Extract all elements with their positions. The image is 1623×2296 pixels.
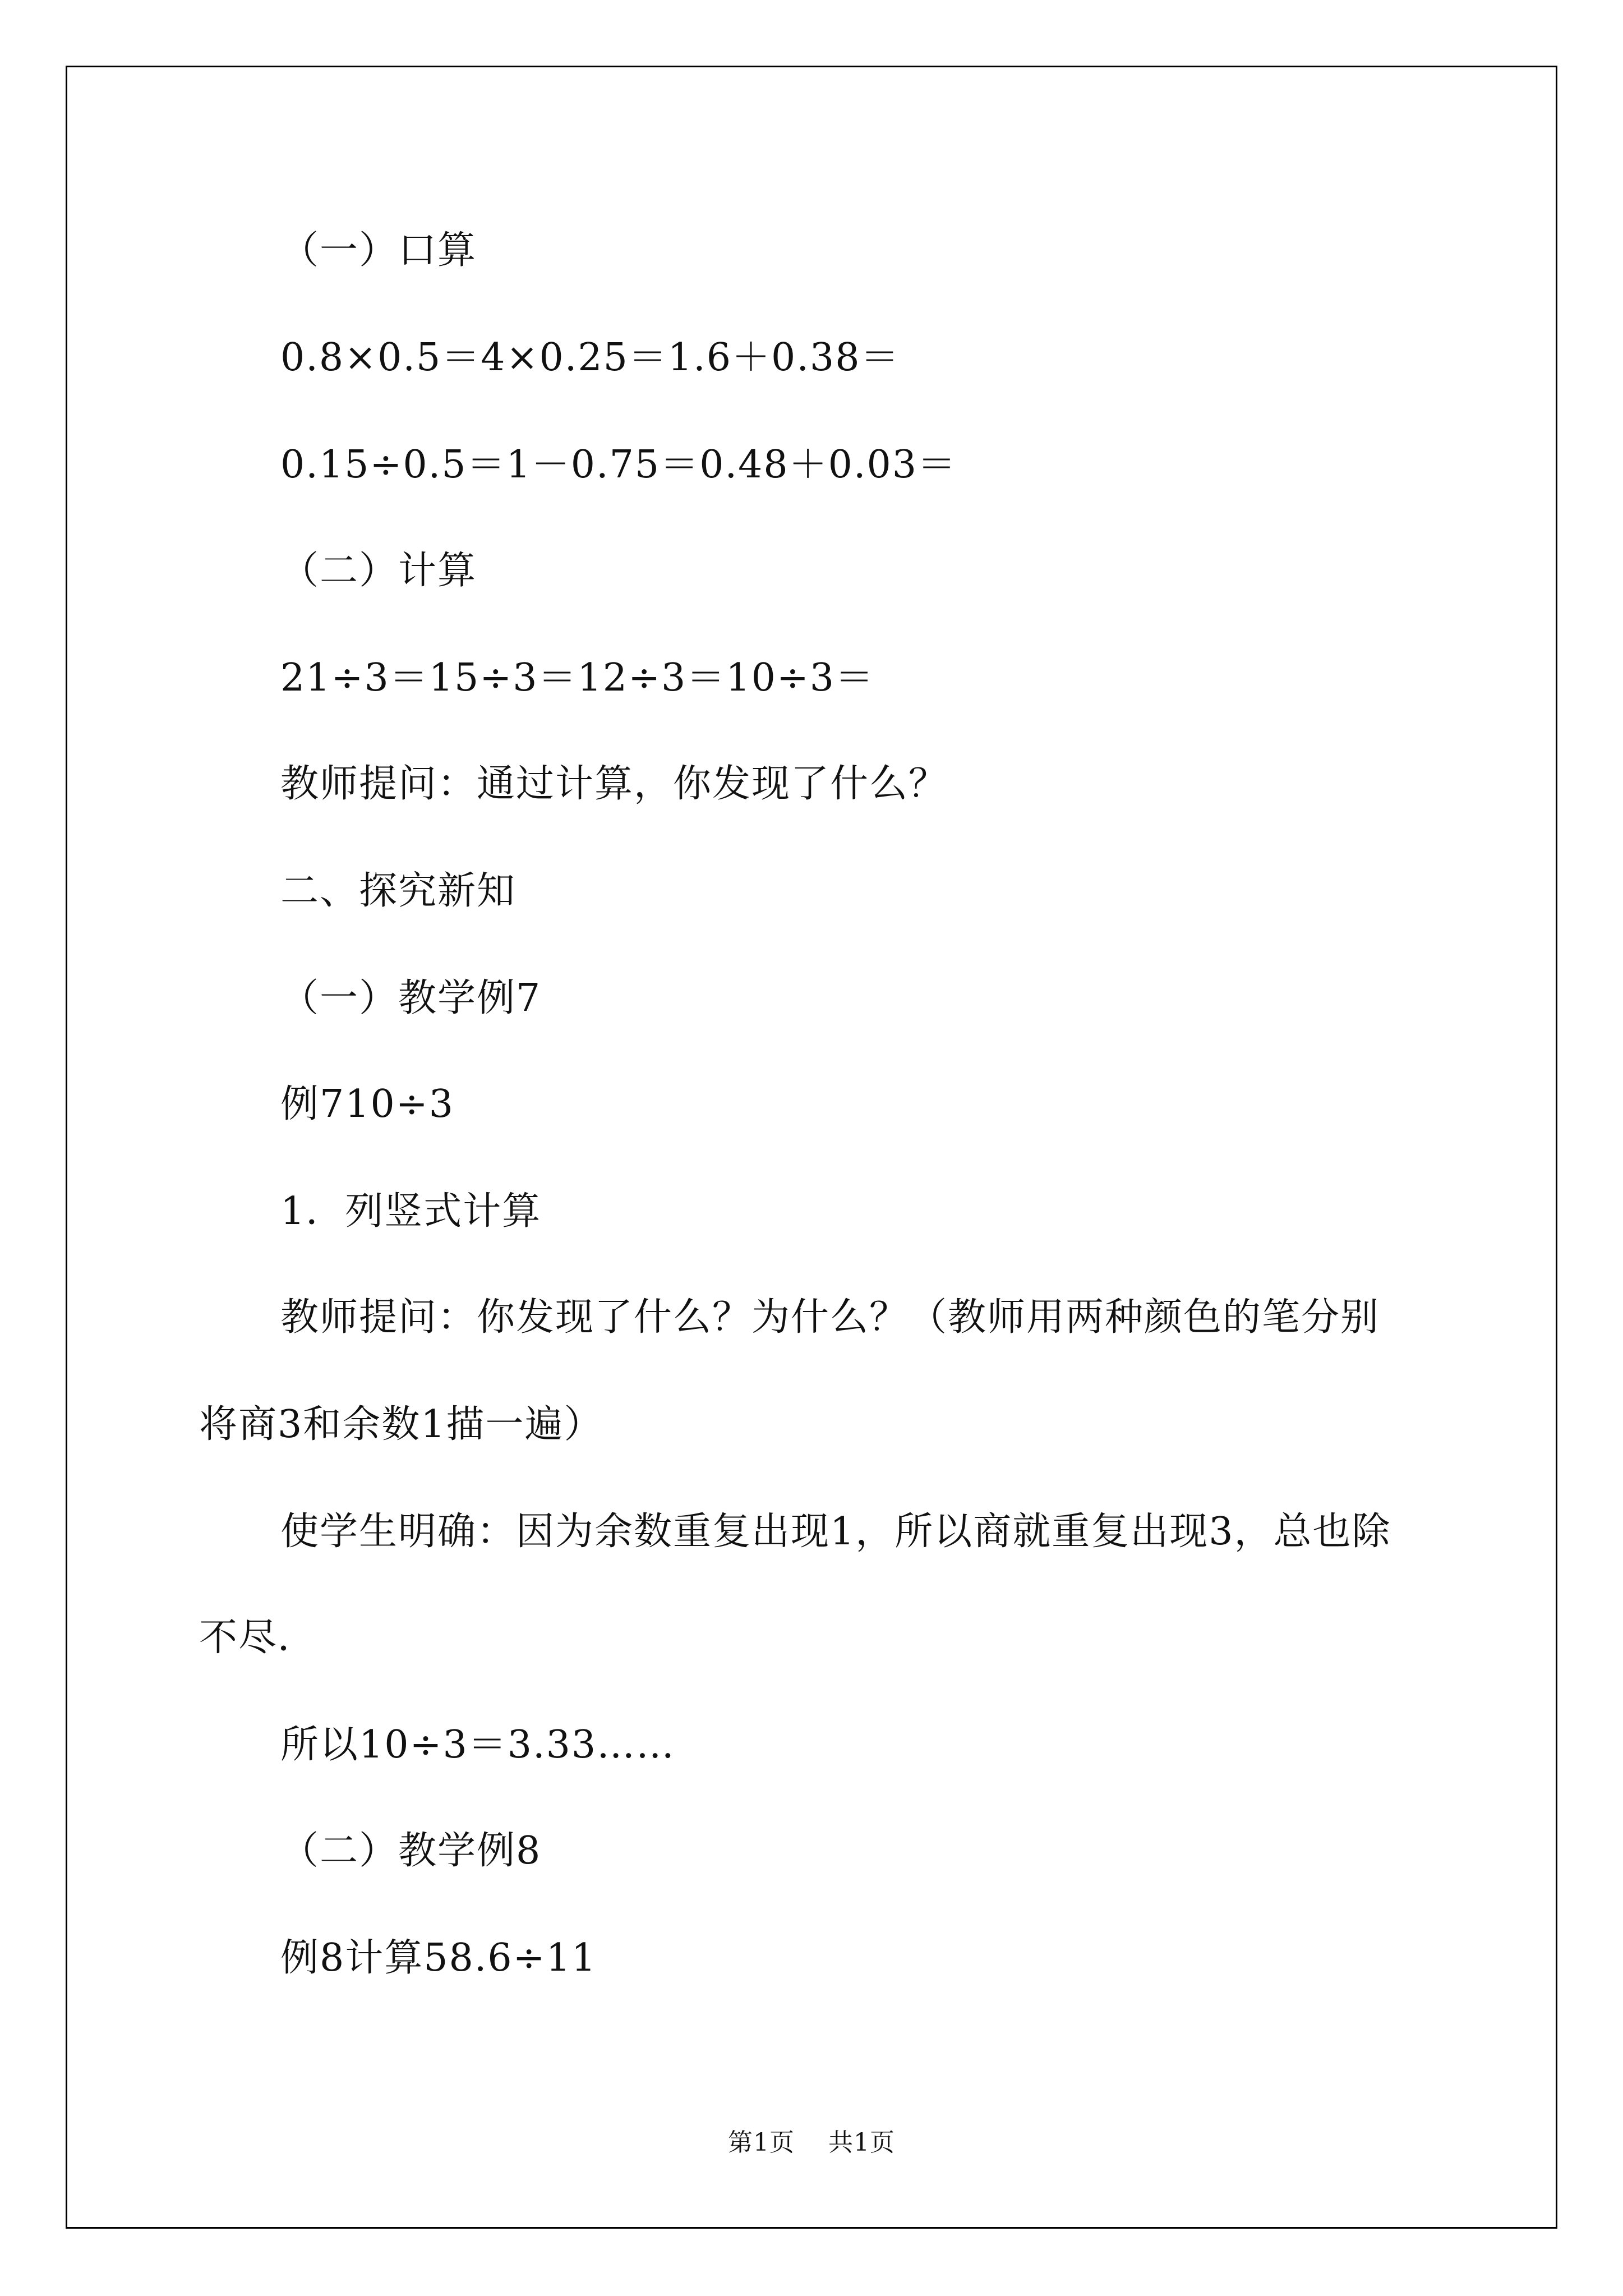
section-heading-oral-calc: （一）口算 [280, 228, 477, 273]
oral-calc-row-2: 0.15÷0.5＝1－0.75＝0.48＋0.03＝ [280, 443, 957, 487]
example-7-text: 例710÷3 [280, 1082, 455, 1126]
result-line: 所以10÷3＝3.33…… [280, 1723, 676, 1767]
example-8-text: 例8计算58.6÷11 [280, 1936, 597, 1980]
section-heading-calc: （二）计算 [280, 549, 477, 593]
oral-calc-row-1: 0.8×0.5＝4×0.25＝1.6＋0.38＝ [280, 335, 900, 380]
part-heading-explore: 二、探究新知 [280, 869, 517, 913]
page-number-current: 第1页 [728, 2128, 795, 2157]
page-footer [0, 2128, 1623, 2157]
page-number-total: 共1页 [828, 2128, 895, 2157]
conclusion-line-2: 不尽． [199, 1616, 317, 1660]
teacher-question-2-line-2: 将商3和余数1描一遍） [199, 1402, 603, 1447]
teacher-question-1: 教师提问：通过计算，你发现了什么？ [280, 762, 948, 806]
calc-row: 21÷3＝15÷3＝12÷3＝10÷3＝ [280, 656, 875, 700]
section-heading-example-7: （一）教学例7 [280, 976, 542, 1020]
section-heading-example-8: （二）教学例8 [280, 1829, 542, 1873]
teacher-question-2-line-1: 教师提问：你发现了什么？为什么？（教师用两种颜色的笔分别 [280, 1295, 1380, 1340]
page-frame [66, 66, 1557, 2229]
conclusion-line-1: 使学生明确：因为余数重复出现1，所以商就重复出现3，总也除 [280, 1510, 1391, 1554]
step-vertical-calc: 1．列竖式计算 [280, 1189, 542, 1234]
